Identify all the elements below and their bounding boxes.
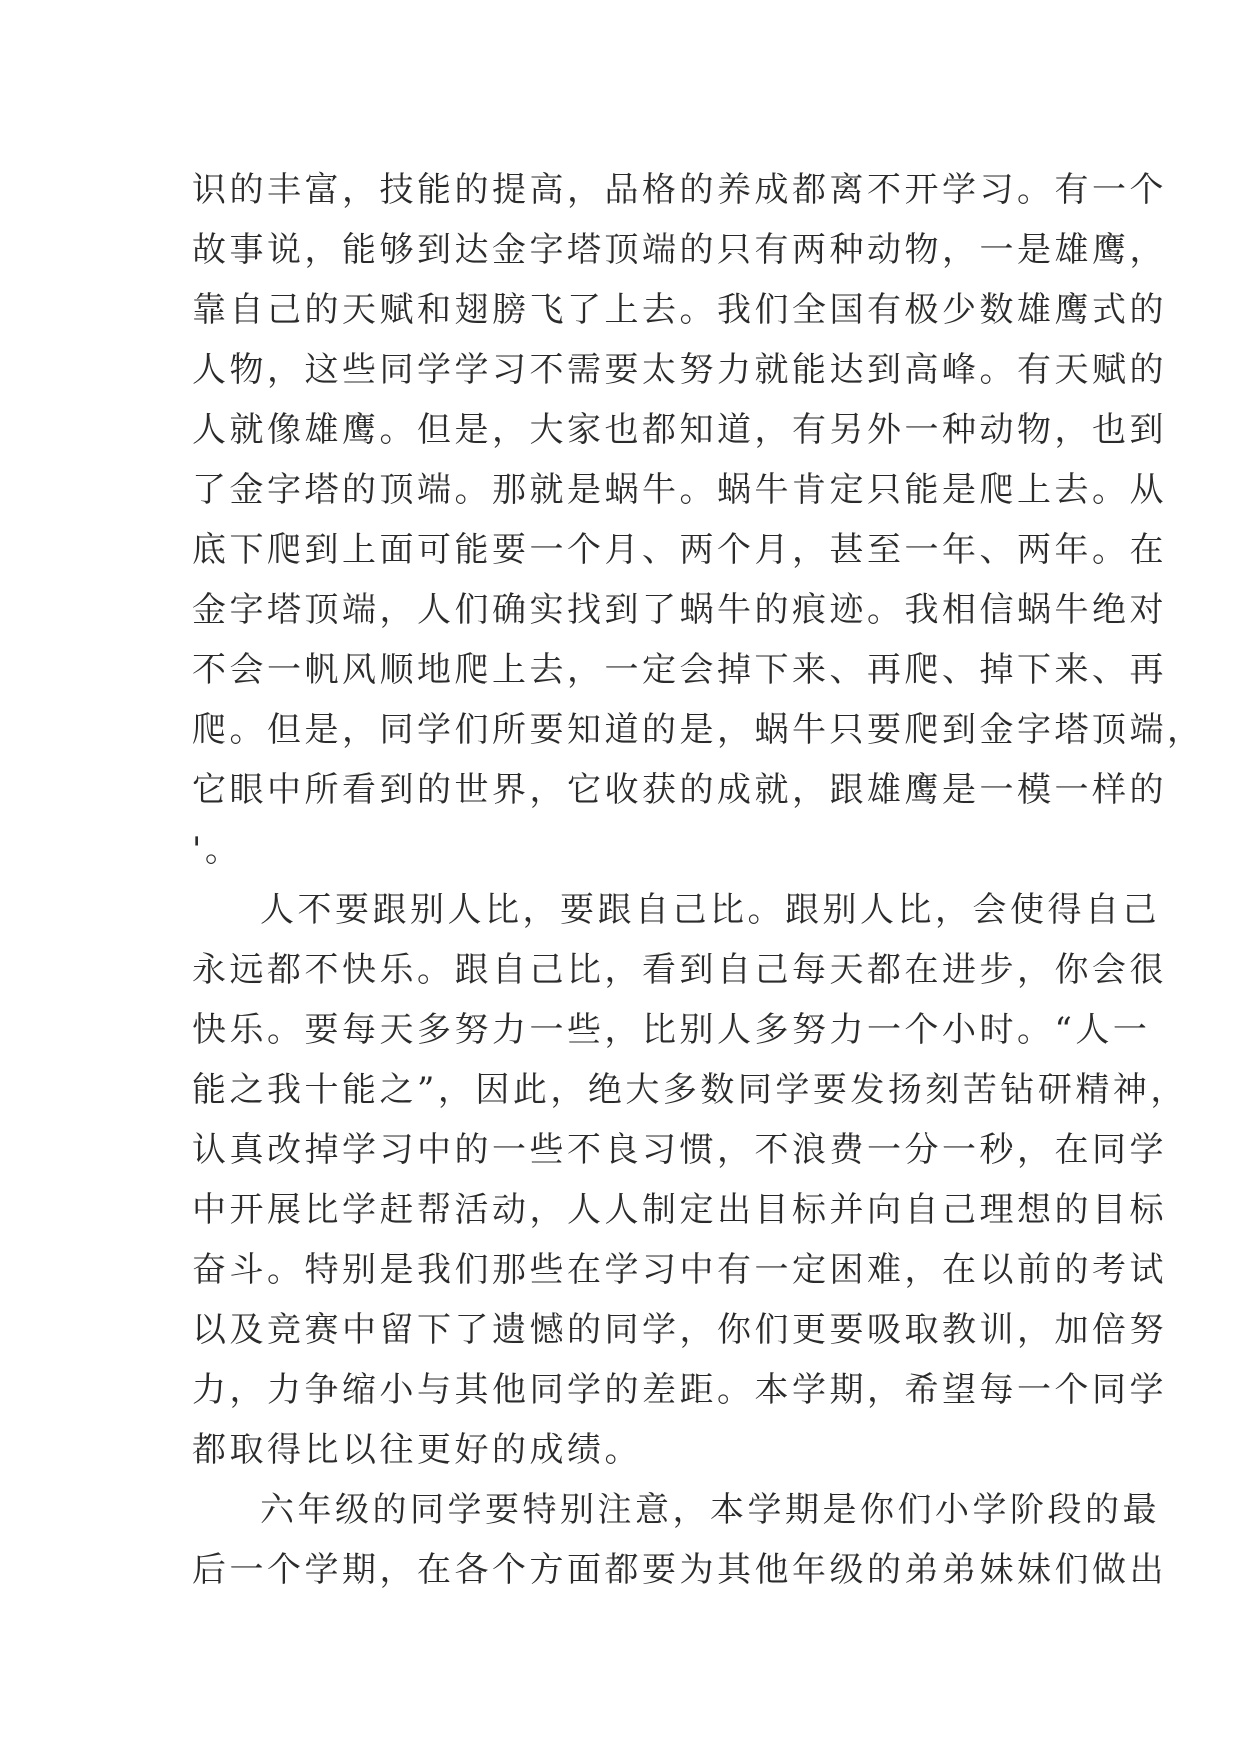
paragraph-1-line-5: 人就像雄鹰。但是，大家也都知道，有另外一种动物，也到: [192, 410, 1167, 450]
paragraph-3-line-1: 六年级的同学要特别注意，本学期是你们小学阶段的最: [260, 1490, 1160, 1530]
paragraph-2-line-4: 能之我十能之”，因此，绝大多数同学要发扬刻苦钻研精神，: [192, 1070, 1188, 1110]
paragraph-1-line-8: 金字塔顶端，人们确实找到了蜗牛的痕迹。我相信蜗牛绝对: [192, 590, 1167, 630]
document-body: [192, 160, 1205, 1600]
paragraph-2-line-5: 认真改掉学习中的一些不良习惯，不浪费一分一秒，在同学: [192, 1130, 1167, 1170]
paragraph-1-line-2: 故事说，能够到达金字塔顶端的只有两种动物，一是雄鹰，: [192, 230, 1167, 270]
paragraph-1-line-1: 识的丰富，技能的提高，品格的养成都离不开学习。有一个: [192, 170, 1167, 210]
paragraph-1-line-3: 靠自己的天赋和翅膀飞了上去。我们全国有极少数雄鹰式的: [192, 290, 1167, 330]
paragraph-2-line-8: 以及竞赛中留下了遗憾的同学，你们更要吸取教训，加倍努: [192, 1310, 1167, 1350]
paragraph-1-line-12: '。: [192, 830, 243, 870]
paragraph-1-line-6: 了金字塔的顶端。那就是蜗牛。蜗牛肯定只能是爬上去。从: [192, 470, 1167, 510]
paragraph-2-line-2: 永远都不快乐。跟自己比，看到自己每天都在进步，你会很: [192, 950, 1167, 990]
paragraph-2-line-3: 快乐。要每天多努力一些，比别人多努力一个小时。“人一: [192, 1010, 1151, 1050]
paragraph-1-line-7: 底下爬到上面可能要一个月、两个月，甚至一年、两年。在: [192, 530, 1167, 570]
paragraph-1-line-9: 不会一帆风顺地爬上去，一定会掉下来、再爬、掉下来、再: [192, 650, 1167, 690]
paragraph-1-line-10: 爬。但是，同学们所要知道的是，蜗牛只要爬到金字塔顶端，: [192, 710, 1205, 750]
paragraph-1-line-11: 它眼中所看到的世界，它收获的成就，跟雄鹰是一模一样的: [192, 770, 1167, 810]
paragraph-2-line-9: 力，力争缩小与其他同学的差距。本学期，希望每一个同学: [192, 1370, 1167, 1410]
paragraph-3-line-2: 后一个学期，在各个方面都要为其他年级的弟弟妹妹们做出: [192, 1550, 1167, 1590]
paragraph-2-line-10: 都取得比以往更好的成绩。: [192, 1430, 642, 1470]
paragraph-1-line-4: 人物，这些同学学习不需要太努力就能达到高峰。有天赋的: [192, 350, 1167, 390]
paragraph-2-line-1: 人不要跟别人比，要跟自己比。跟别人比，会使得自己: [260, 890, 1160, 930]
paragraph-2-line-6: 中开展比学赶帮活动，人人制定出目标并向自己理想的目标: [192, 1190, 1167, 1230]
paragraph-2-line-7: 奋斗。特别是我们那些在学习中有一定困难，在以前的考试: [192, 1250, 1167, 1290]
